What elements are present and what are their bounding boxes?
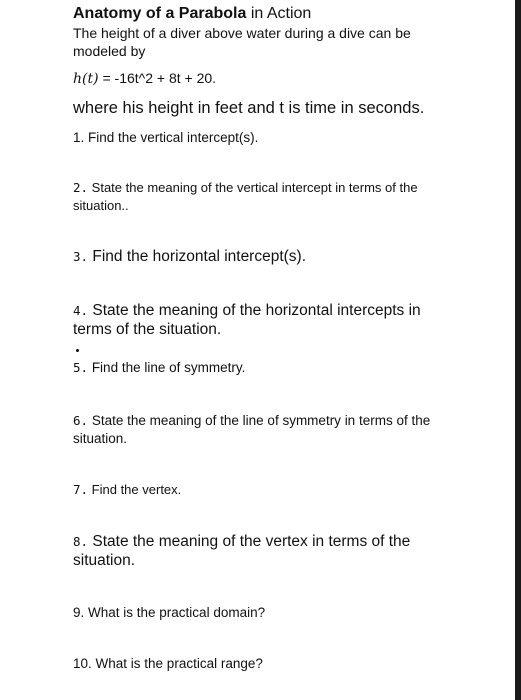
title-bold: Anatomy of a Parabola bbox=[73, 5, 247, 22]
question-text: Find the vertex. bbox=[88, 482, 182, 497]
question-5 bbox=[73, 359, 245, 377]
question-number: 1. bbox=[73, 130, 85, 145]
question-number: 6. bbox=[73, 413, 89, 428]
question-8 bbox=[73, 532, 453, 570]
question-number: 7. bbox=[73, 482, 89, 497]
question-number: 4. bbox=[73, 303, 89, 318]
question-number: 5. bbox=[73, 360, 89, 375]
page-edge-border bbox=[515, 0, 521, 700]
height-equation bbox=[73, 70, 216, 87]
question-6 bbox=[73, 412, 453, 448]
question-number: 8. bbox=[73, 534, 89, 549]
question-text: State the meaning of the vertical intercept in terms of the situation.. bbox=[73, 180, 418, 213]
question-number: 9. bbox=[73, 605, 85, 620]
question-number: 3. bbox=[73, 249, 89, 264]
question-2 bbox=[73, 179, 453, 215]
equation-function: h(t) bbox=[73, 71, 99, 87]
question-3 bbox=[73, 247, 306, 266]
question-4 bbox=[73, 301, 453, 339]
title-rest: in Action bbox=[246, 5, 312, 22]
intro-text: The height of a diver above water during a dive can be modeled by bbox=[73, 25, 411, 59]
question-text: State the meaning of the vertex in terms of the situation. bbox=[73, 533, 411, 569]
question-1 bbox=[73, 129, 258, 147]
question-7 bbox=[73, 481, 181, 499]
question-9 bbox=[73, 604, 265, 622]
equation-expression: = -16t^2 + 8t + 20. bbox=[98, 70, 217, 86]
question-number: 10. bbox=[73, 656, 92, 671]
question-text: State the meaning of the horizontal intercepts in terms of the situation. bbox=[73, 302, 421, 338]
worksheet-title bbox=[73, 5, 311, 23]
question-text: Find the horizontal intercept(s). bbox=[88, 248, 307, 265]
question-text: What is the practical domain? bbox=[84, 605, 266, 620]
stray-dot bbox=[76, 349, 79, 352]
question-number: 2. bbox=[73, 180, 89, 195]
question-text: State the meaning of the line of symmetry in terms of the situation. bbox=[73, 413, 431, 446]
question-text: Find the line of symmetry. bbox=[88, 360, 246, 375]
question-text: What is the practical range? bbox=[91, 656, 263, 671]
question-text: Find the vertical intercept(s). bbox=[84, 130, 259, 145]
question-10 bbox=[73, 655, 263, 673]
where-statement: where his height in feet and t is time in seconds. bbox=[73, 99, 425, 117]
